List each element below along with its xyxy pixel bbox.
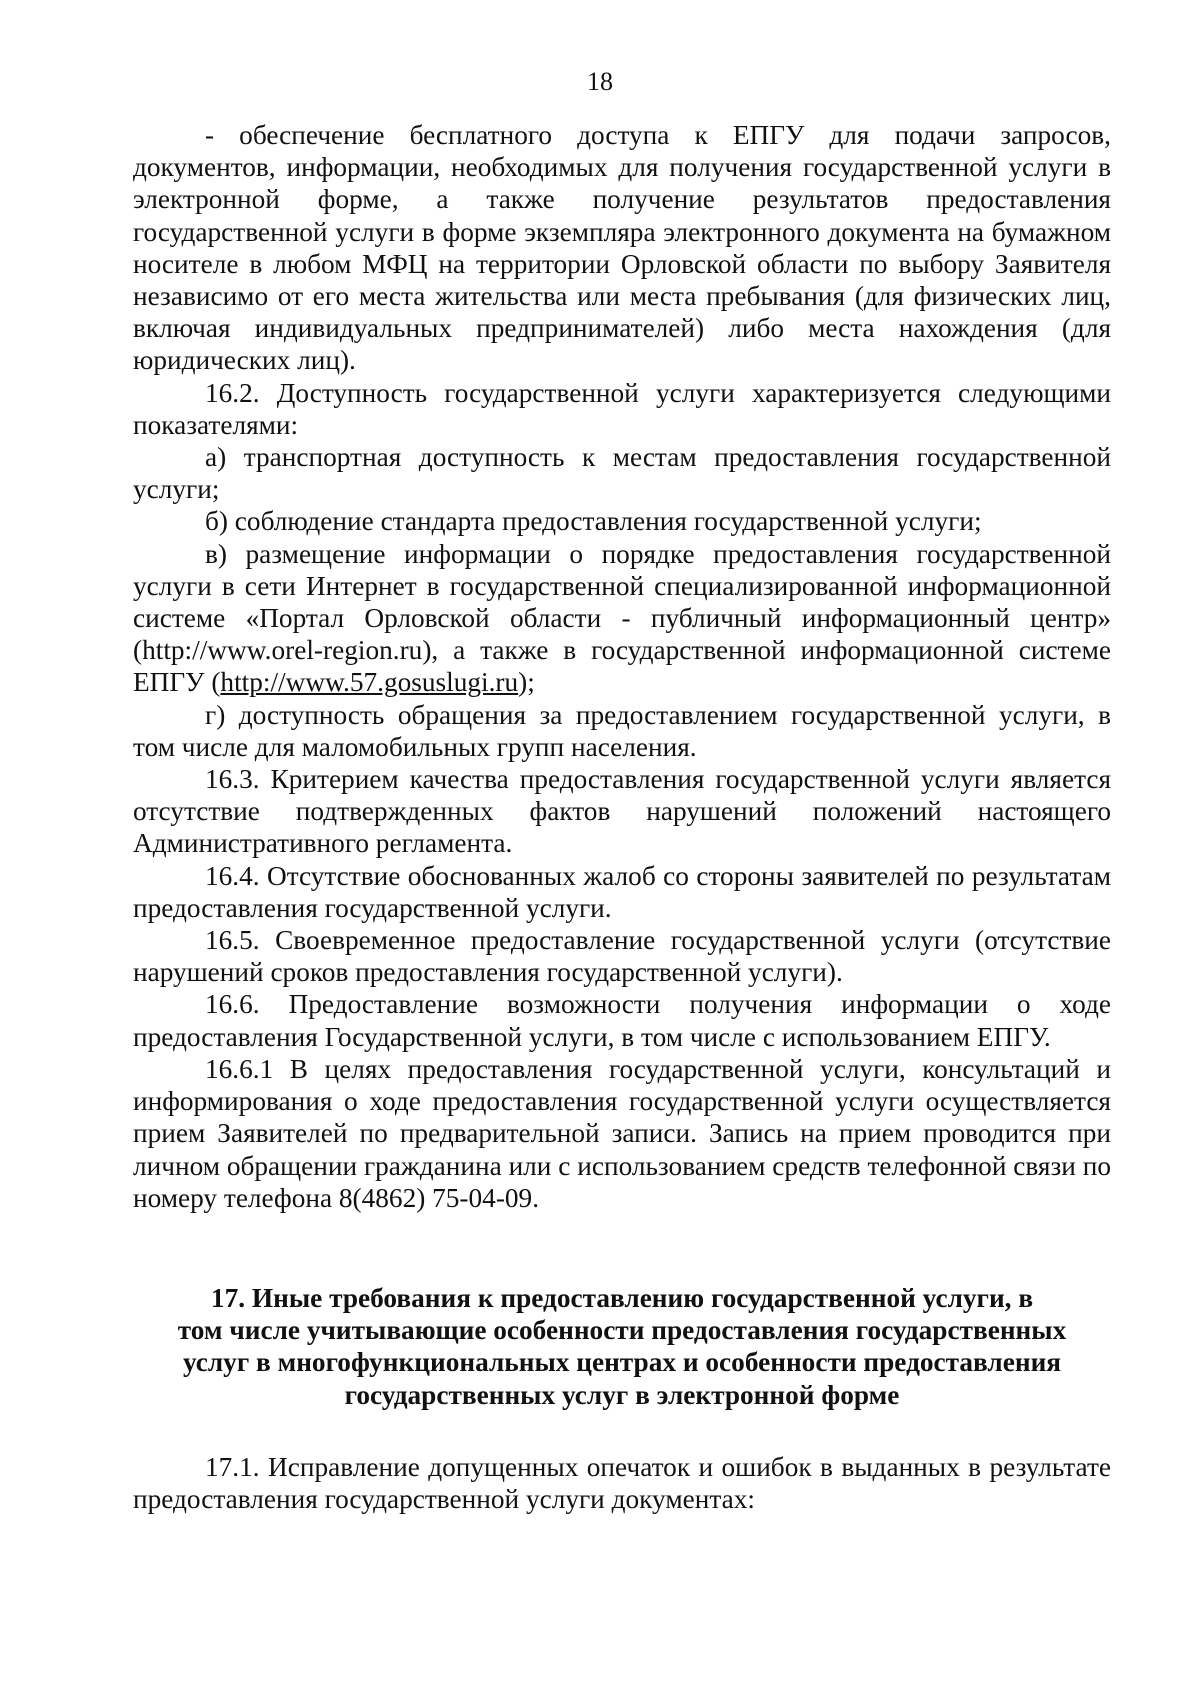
paragraph-16-2: 16.2. Доступность государственной услуги характеризуется следующими показателями: xyxy=(133,377,1111,440)
paragraph-item-a: а) транспортная доступность к местам предоставления государственной услуги; xyxy=(133,442,1111,505)
heading-line: услуг в многофункциональных центрах и особенности предоставления xyxy=(182,1347,1062,1378)
paragraph-17-1: 17.1. Исправление допущенных опечаток и ошибок в выданных в результате предоставления государственной услуги документах: xyxy=(133,1451,1111,1514)
section-17-heading xyxy=(133,1282,1111,1411)
item-v-text: в) размещение информации о порядке предоставления государственной услуги в сети Интернет в государственной специализированной информационной системе «Портал Орловской области - публичный информационный центр» (http://www.orel-region.ru), а также в государственной информационной системе ЕПГУ ( xyxy=(133,538,1111,698)
page-number: 18 xyxy=(587,67,613,96)
document-body xyxy=(133,119,1111,1515)
item-v-tail: ); xyxy=(518,667,535,698)
paragraph-free-access: - обеспечение бесплатного доступа к ЕПГУ для подачи запросов, документов, информации, необходимых для получения государственной услуги в электронной форме, а также получение результатов предоставления государственной услуги в форме экземпляра электронного документа на бумажном носителе в любом МФЦ на территории Орловской области по выбору Заявителя независимо от его места жительства или места пребывания (для физических лиц, включая индивидуальных предпринимателей) либо места нахождения (для юридических лиц). xyxy=(133,120,1111,376)
paragraph-item-b: б) соблюдение стандарта предоставления государственной услуги; xyxy=(205,506,982,537)
heading-line: государственных услуг в электронной форме xyxy=(344,1379,900,1410)
paragraph-16-5: 16.5. Своевременное предоставление государственной услуги (отсутствие нарушений сроков предоставления государственной услуги). xyxy=(133,925,1111,988)
paragraph-item-g: г) доступность обращения за предоставлением государственной услуги, в том числе для маломобильных групп населения. xyxy=(133,699,1111,762)
heading-line: 17. Иные требования к предоставлению государственной услуги, в xyxy=(210,1282,1034,1313)
gosuslugi-link[interactable]: http://www.57.gosuslugi.ru xyxy=(220,667,519,698)
paragraph-16-6: 16.6. Предоставление возможности получения информации о ходе предоставления Государственной услуги, в том числе с использованием ЕПГУ. xyxy=(133,989,1111,1052)
heading-line: том числе учитывающие особенности предоставления государственных xyxy=(177,1315,1067,1346)
paragraph-16-3: 16.3. Критерием качества предоставления государственной услуги является отсутствие подтвержденных фактов нарушений положений настоящего Административного регламента. xyxy=(133,764,1111,859)
paragraph-16-6-1: 16.6.1 В целях предоставления государственной услуги, консультаций и информирования о ходе предоставления государственной услуги осуществляется прием Заявителей по предварительной записи. Запись на прием проводится при личном обращении гражданина или с использованием средств телефонной связи по номеру телефона 8(4862) 75-04-09. xyxy=(133,1053,1111,1213)
paragraph-item-v xyxy=(133,538,1111,699)
paragraph-16-4: 16.4. Отсутствие обоснованных жалоб со стороны заявителей по результатам предоставления государственной услуги. xyxy=(133,860,1111,923)
